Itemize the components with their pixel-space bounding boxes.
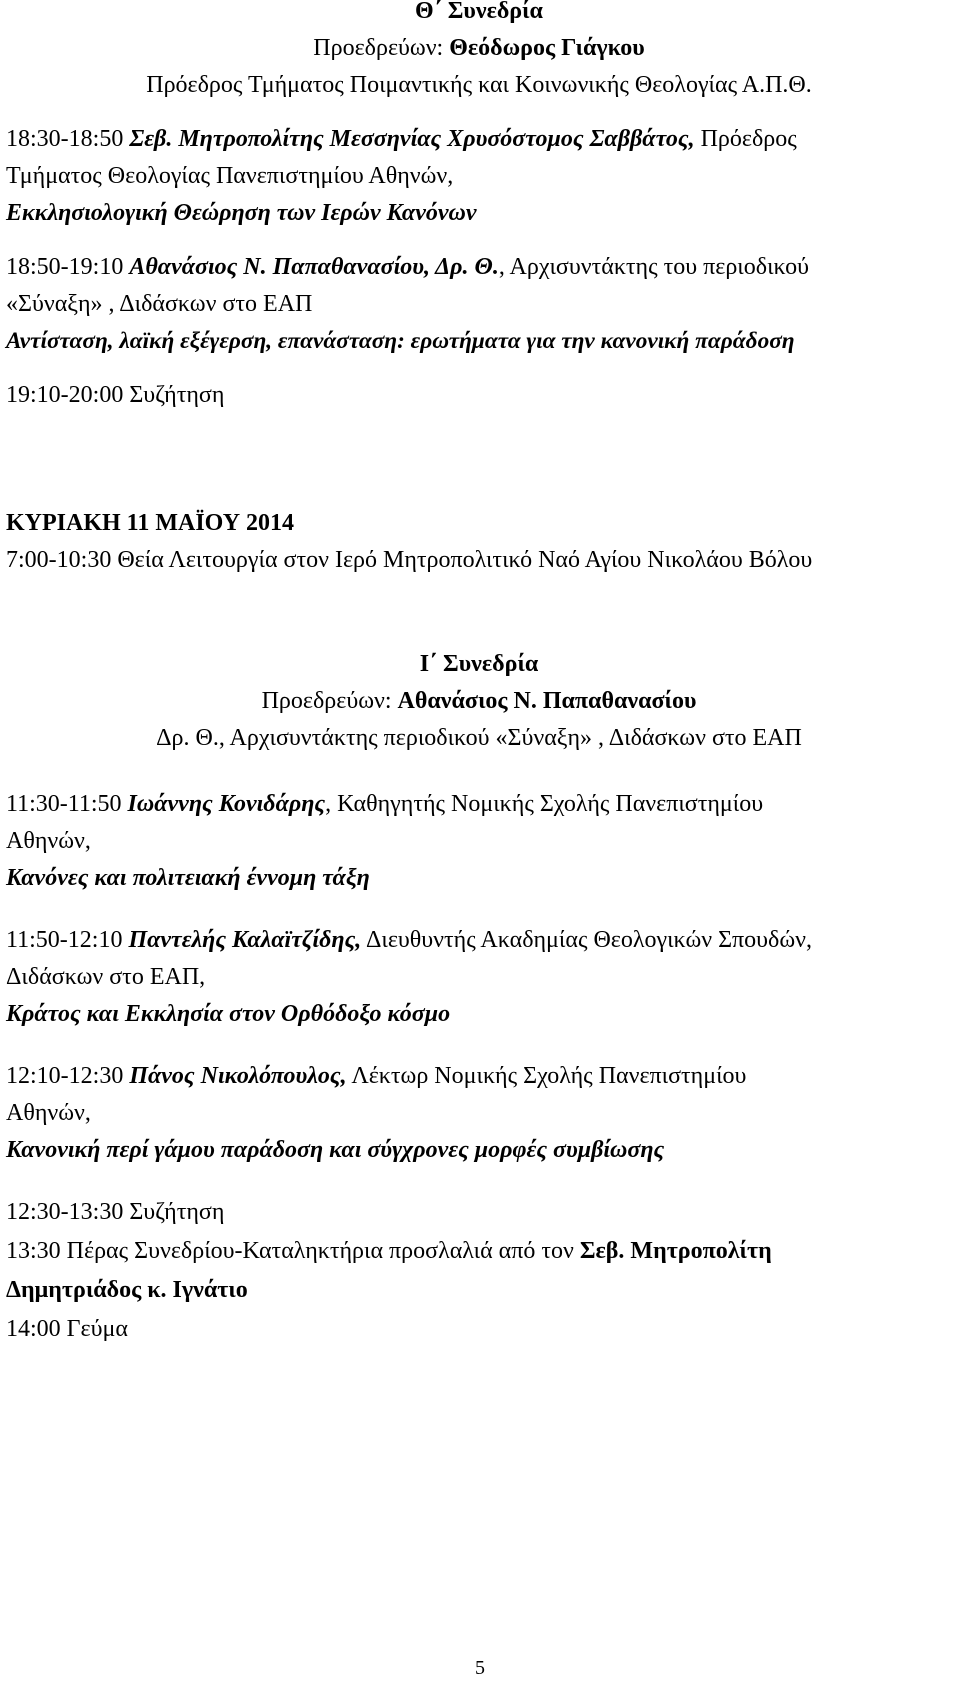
talk-3-topic: Κανόνες και πολιτειακή έννομη τάξη — [6, 865, 370, 891]
chair-prefix: Προεδρεύων: — [261, 688, 398, 714]
talk-2-line-2: «Σύναξη» , Διδάσκων στο ΕΑΠ — [6, 291, 313, 317]
talk-2-line-1 — [6, 249, 809, 286]
talk-1-line-1 — [6, 121, 797, 158]
discussion-1: 19:10-20:00 Συζήτηση — [6, 382, 225, 408]
closing-line-2: Δημητριάδος κ. Ιγνάτιο — [6, 1277, 248, 1303]
talk-1-topic: Εκκλησιολογική Θεώρηση των Ιερών Κανόνων — [6, 200, 477, 226]
chair-name: Θεόδωρος Γιάγκου — [449, 35, 645, 61]
talk-speaker: Σεβ. Μητροπολίτης Μεσσηνίας Χρυσόστομος Σαββάτος, — [129, 126, 695, 152]
talk-time: 12:10-12:30 — [6, 1063, 130, 1089]
sunday-heading: ΚΥΡΙΑΚΗ 11 ΜΑΪΟΥ 2014 — [6, 510, 295, 536]
talk-5-topic: Κανονική περί γάμου παράδοση και σύγχρονες μορφές συμβίωσης — [6, 1137, 665, 1163]
closing-metropolitan: Σεβ. Μητροπολίτη — [579, 1238, 772, 1264]
talk-time: 18:50-19:10 — [6, 254, 130, 280]
chair-role: , Αρχισυντάκτης περιοδικού «Σύναξη» , Διδάσκων στο ΕΑΠ — [218, 725, 802, 751]
talk-speaker: Αθανάσιος Ν. Παπαθανασίου, Δρ. Θ. — [129, 254, 499, 280]
talk-3-line-1 — [6, 786, 763, 823]
talk-5-line-1 — [6, 1058, 746, 1095]
talk-role: , Καθηγητής Νομικής Σχολής Πανεπιστημίου — [325, 791, 764, 817]
closing-line-1 — [6, 1233, 772, 1270]
session-10-chair-role — [6, 720, 952, 757]
talk-role: Λέκτωρ Νομικής Σχολής Πανεπιστημίου — [346, 1063, 747, 1089]
sunday-liturgy: 7:00-10:30 Θεία Λειτουργία στον Ιερό Μητροπολιτικό Ναό Αγίου Νικολάου Βόλου — [6, 547, 813, 573]
chair-title: Δρ. Θ. — [156, 725, 219, 751]
chair-name: Αθανάσιος Ν. Παπαθανασίου — [397, 688, 697, 714]
session-9-chair — [6, 30, 952, 67]
session-10-chair — [6, 683, 952, 720]
talk-role: , Αρχισυντάκτης του περιοδικού — [498, 254, 809, 280]
talk-speaker: Παντελής Καλαϊτζίδης, — [128, 927, 362, 953]
page-number: 5 — [475, 1657, 485, 1679]
talk-4-line-2: Διδάσκων στο ΕΑΠ, — [6, 964, 206, 990]
session-10-title: Ι΄ Συνεδρία — [419, 651, 539, 677]
session-9-title: Θ΄ Συνεδρία — [415, 0, 543, 24]
talk-speaker: Πάνος Νικολόπουλος, — [129, 1063, 347, 1089]
talk-role: Πρόεδρος — [694, 126, 797, 152]
talk-1-line-2: Τμήματος Θεολογίας Πανεπιστημίου Αθηνών, — [6, 163, 454, 189]
talk-3-line-2: Αθηνών, — [6, 828, 91, 854]
discussion-2: 12:30-13:30 Συζήτηση — [6, 1199, 225, 1225]
chair-prefix: Προεδρεύων: — [313, 35, 450, 61]
talk-time: 11:50-12:10 — [6, 927, 129, 953]
talk-time: 11:30-11:50 — [6, 791, 128, 817]
talk-2-topic: Αντίσταση, λαϊκή εξέγερση, επανάσταση: ερωτήματα για την κανονική παράδοση — [6, 328, 795, 354]
talk-4-topic: Κράτος και Εκκλησία στον Ορθόδοξο κόσμο — [6, 1001, 451, 1027]
talk-5-line-2: Αθηνών, — [6, 1100, 91, 1126]
talk-time: 18:30-18:50 — [6, 126, 130, 152]
session-9-chair-role: Πρόεδρος Τμήματος Ποιμαντικής και Κοινωνικής Θεολογίας Α.Π.Θ. — [146, 72, 812, 98]
closing-text: 13:30 Πέρας Συνεδρίου-Καταληκτήρια προσλαλιά από τον — [6, 1238, 580, 1264]
lunch: 14:00 Γεύμα — [6, 1316, 128, 1342]
talk-role: Διευθυντής Ακαδημίας Θεολογικών Σπουδών, — [361, 927, 813, 953]
talk-speaker: Ιωάννης Κονιδάρης — [127, 791, 326, 817]
talk-4-line-1 — [6, 922, 812, 959]
